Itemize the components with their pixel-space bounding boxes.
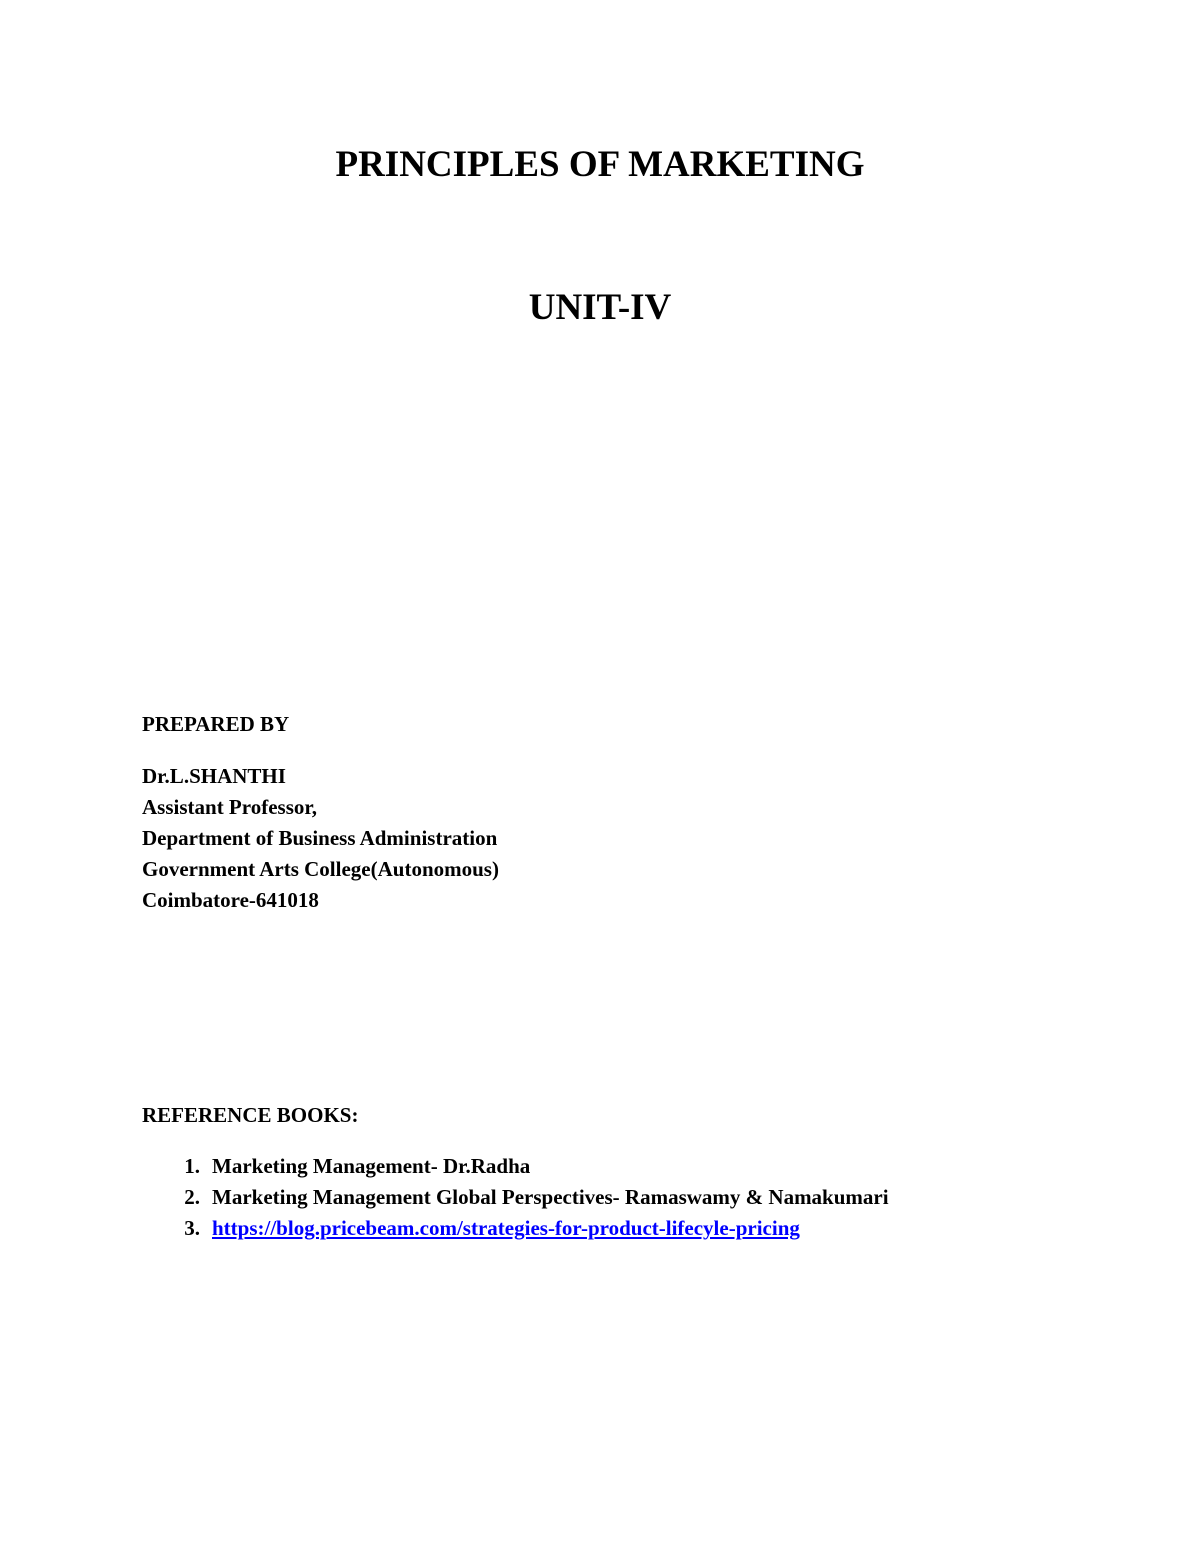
author-name: Dr.L.SHANTHI: [142, 764, 286, 788]
unit-heading: UNIT-IV: [528, 287, 672, 328]
reference-books-heading: REFERENCE BOOKS:: [142, 1103, 359, 1127]
list-item: [142, 1151, 889, 1182]
list-item: [142, 1213, 889, 1244]
list-number: 1.: [184, 1154, 200, 1178]
author-college: Government Arts College(Autonomous): [142, 857, 499, 881]
list-number: 3.: [184, 1216, 200, 1240]
list-number: 2.: [184, 1185, 200, 1209]
author-department: Department of Business Administration: [142, 826, 498, 850]
list-item: [142, 1182, 889, 1213]
author-details: [142, 761, 499, 916]
document-title: PRINCIPLES OF MARKETING: [335, 144, 865, 185]
reference-link[interactable]: https://blog.pricebeam.com/strategies-for-product-lifecyle-pricing: [212, 1216, 800, 1240]
author-location: Coimbatore-641018: [142, 888, 319, 912]
reference-list: [142, 1151, 889, 1244]
reference-text: Marketing Management Global Perspectives- Ramaswamy & Namakumari: [212, 1185, 889, 1209]
prepared-by-heading: PREPARED BY: [142, 712, 290, 736]
reference-text: Marketing Management- Dr.Radha: [212, 1154, 531, 1178]
author-designation: Assistant Professor,: [142, 795, 318, 819]
